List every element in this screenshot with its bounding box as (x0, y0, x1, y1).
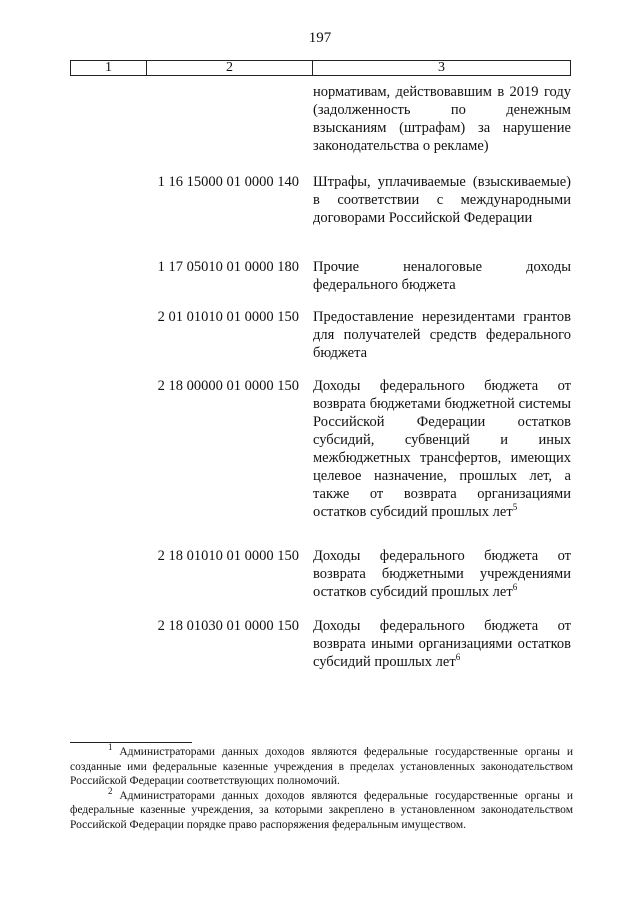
revenue-code: 2 01 01010 01 0000 150 (157, 309, 299, 325)
revenue-description: Предоставление нерезидентами грантов для получателей средств федерального бюджета (313, 309, 571, 361)
footnote: $^1$ Администраторами данных доходов являются федеральные государственные органы и созданные ими федеральные казенные учреждения в пределах установленных законодательством Российской Федерации соответствующих полномочий. (70, 742, 574, 787)
revenue-code: 2 18 00000 01 0000 150 (157, 378, 299, 394)
footnote-ref: 6 (455, 652, 461, 663)
footnote-separator (70, 742, 192, 743)
table-header-col-1: 1 (105, 60, 112, 75)
footnote-ref: 6 (512, 582, 518, 593)
footnote-ref: 5 (512, 502, 518, 513)
table-header-row (70, 60, 571, 76)
revenue-description: Доходы федерального бюджета от возврата бюджетами бюджетной системы Российской Федерации остатков субсидий, субвенций и иных межбюджетных трансфертов, имеющих целевое назначение, прошлых лет, а также от возврата организациями остатков субсидий прошлых лет$^5$ (313, 378, 571, 520)
footnote-mark: 1 (108, 742, 113, 753)
revenue-description: Доходы федерального бюджета от возврата иными организациями остатков субсидий прошлых лет$^6$ (313, 618, 571, 670)
revenue-code: 1 16 15000 01 0000 140 (157, 174, 299, 190)
revenue-description: Прочие неналоговые доходы федерального бюджета (313, 259, 571, 293)
revenue-description: Доходы федерального бюджета от возврата бюджетными учреждениями остатков субсидий прошлых лет$^6$ (313, 548, 571, 600)
page-number: 197 (308, 30, 332, 46)
revenue-code: 2 18 01030 01 0000 150 (157, 618, 299, 634)
footnotes (70, 742, 574, 832)
revenue-description: Штрафы, уплачиваемые (взыскиваемые) в соответствии с международными договорами Российской Федерации (313, 174, 571, 226)
revenue-description: нормативам, действовавшим в 2019 году (задолженность по денежным взысканиям (штрафам) за нарушение законодательства о рекламе) (313, 84, 571, 154)
revenue-code: 2 18 01010 01 0000 150 (157, 548, 299, 564)
footnote-mark: 2 (108, 785, 113, 796)
revenue-code: 1 17 05010 01 0000 180 (157, 259, 299, 275)
footnote: $^2$ Администраторами данных доходов являются федеральные государственные органы и федеральные казенные учреждения, за которыми закреплено в установленном законодательством Российской Федерации порядке право распоряжения федеральным имуществом. (70, 785, 574, 831)
table-header-col-3: 3 (312, 61, 570, 75)
table-header-col-2: 2 (146, 61, 312, 75)
